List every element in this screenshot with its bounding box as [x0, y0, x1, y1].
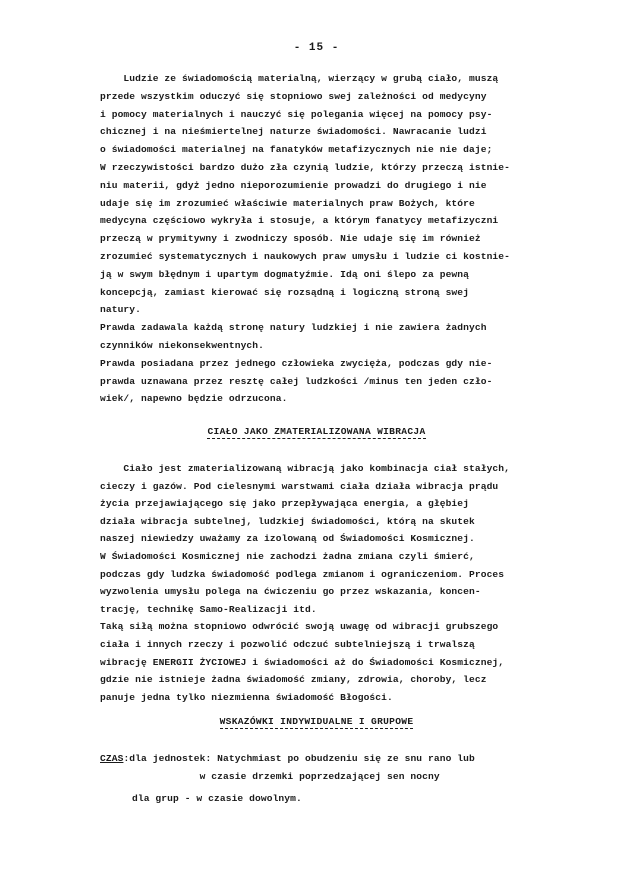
text-line: naszej niewiedzy uważamy za izolowaną od Świadomości Kosmicznej. [100, 533, 475, 545]
text-line: ją w swym błędnym i upartym dogmatyźmie. Idą oni ślepo za pewną [100, 268, 470, 280]
heading-text: CIAŁO JAKO ZMATERIALIZOWANA WIBRACJA [207, 426, 426, 437]
text-line: niu materii, gdyż jedno nieporozumienie prowadzi do drugiego i nie [100, 179, 487, 191]
text-line: Prawda zadawala każdą stronę natury ludzkiej i nie zawiera żadnych [100, 322, 487, 334]
text-line: życia przejawiającego się jako przepływająca energia, a głębiej [100, 498, 470, 510]
time-label: CZAS [100, 753, 124, 764]
text-line: prawda uznawana przez resztę całej ludzkości /minus ten jeden czło- [100, 375, 493, 387]
heading-body-as-vibration [0, 426, 633, 439]
page-number: - 15 - [293, 42, 340, 54]
heading-text: WSKAZÓWKI INDYWIDUALNE I GRUPOWE [219, 716, 414, 727]
text-line: cieczy i gazów. Pod cielesnymi warstwami ciała działa wibracja prądu [100, 480, 499, 492]
time-line-3: dla grup - w czasie dowolnym. [132, 793, 302, 804]
text-line: chicznej i na nieśmiertelnej naturze świadomości. Nawracanie ludzi [100, 126, 487, 138]
text-line: gdzie nie istnieje żadna świadomość zmiany, zdrowia, choroby, lecz [100, 674, 487, 686]
time-line-1 [100, 752, 605, 765]
text-line: trację, technikę Samo-Realizacji itd. [100, 603, 317, 615]
text-line: Taką siłą można stopniowo odwrócić swoją uwagę od wibracji grubszego [100, 621, 499, 633]
text-line: wyzwolenia umysłu polega na ćwiczeniu go przez wskazania, koncen- [100, 586, 481, 598]
text-line: medycyna częściowo wykryła i stosuje, a którym fanatycy metafizyczni [100, 215, 499, 227]
text-line: działa wibracja subtelnej, ludzkiej świadomości, którą na skutek [100, 515, 475, 527]
time-line-2: w czasie drzemki poprzedzającej sen nocny [100, 771, 440, 782]
text-line: o świadomości materialnej na fanatyków metafizycznych nie nie daje; [100, 144, 493, 156]
text-line: W Świadomości Kosmicznej nie zachodzi żadna zmiana czyli śmierć, [100, 551, 475, 562]
text-line: W rzeczywistości bardzo dużo zła czynią ludzie, którzy przeczą istnie- [100, 162, 511, 173]
text-line: koncepcją, zamiast kierować się rozsądną i logiczną stroną swej [100, 286, 470, 298]
text-line: wibrację ENERGII ŻYCIOWEJ i świadomości aż do Świadomości Kosmicznej, [100, 656, 505, 668]
text-line: zrozumieć systematycznych i naukowych praw umysłu i ludzie ci kostnie- [100, 251, 511, 262]
text-line: ciała i innych rzeczy i pozwolić odczuć subtelniejszą i trwalszą [100, 639, 475, 650]
text-line: przede wszystkim oduczyć się stopniowo swej zależności od medycyny [100, 90, 487, 102]
text-line: i pomocy materialnych i nauczyć się polegania więcej na pomocy psy- [100, 108, 493, 120]
text-line: czynników niekonsekwentnych. [100, 340, 265, 351]
text-line: Ludzie ze świadomością materialną, wierzący w grubą ciało, muszą [100, 73, 499, 84]
text-line: panuje jedna tylko niezmienna świadomość Błogości. [100, 691, 393, 703]
text-line: przeczą w prymitywny i zwodniczy sposób. Nie udaje się im również [100, 233, 481, 245]
text-line: Ciało jest zmaterializowaną wibracją jako kombinacja ciał stałych, [100, 463, 511, 474]
text-line: podczas gdy ludzka świadomość podlega zmianom i ograniczeniom. Proces [100, 568, 505, 580]
heading-individual-group-guidance [0, 716, 633, 729]
text-line: wiek/, napewno będzie odrzucona. [100, 393, 288, 405]
time-individual-text: :dla jednostek: Natychmiast po obudzeniu się ze snu rano lub [123, 753, 475, 764]
text-line: udaje się im zrozumieć właściwie materialnych praw Bożych, które [100, 197, 475, 209]
text-line: Prawda posiadana przez jednego człowieka zwycięża, podczas gdy nie- [100, 357, 493, 369]
text-line: natury. [100, 304, 142, 316]
